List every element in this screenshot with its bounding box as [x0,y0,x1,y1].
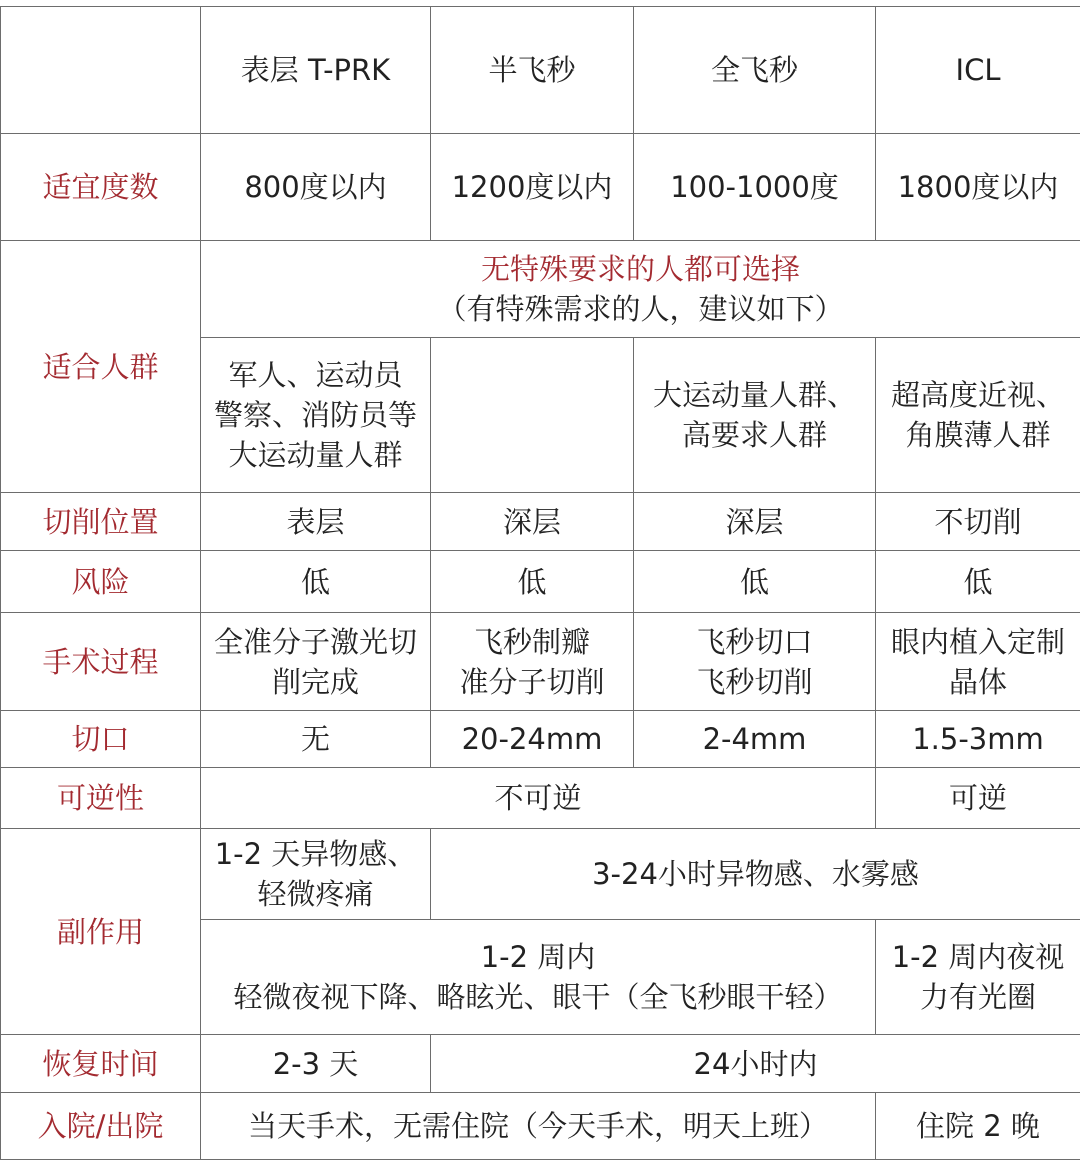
crowd-tprk [201,338,431,493]
process-semi-femto [431,613,634,711]
side-effects-laser-line1: 1-2 周内 [480,940,596,974]
process-full-line1: 飞秒切口 [696,624,813,659]
side-effects-laser-line2: 轻微夜视下降、略眩光、眼干（全飞秒眼干轻） [233,980,843,1014]
row-label-hospital: 入院/出院 [1,1093,201,1160]
table-header-row [1,7,1080,134]
crowd-icl [876,338,1080,493]
degree-semi-femto: 1200度以内 [431,134,634,241]
incision-full-femto: 2-4mm [634,711,876,768]
row-label-side-effects: 副作用 [1,829,201,1035]
comparison-table [0,6,1080,1160]
row-label-position: 切削位置 [1,493,201,551]
row-label-crowd: 适合人群 [1,241,201,493]
degree-icl: 1800度以内 [876,134,1080,241]
process-tprk-line2: 削完成 [271,664,359,699]
side-effects-tprk-line1: 1-2 天异物感、 [214,837,417,871]
recovery-tprk: 2-3 天 [201,1035,431,1093]
position-full-femto: 深层 [634,493,876,551]
crowd-semi-femto [431,338,634,493]
row-crowd-note [1,241,1080,338]
process-full-line2: 飞秒切削 [696,664,813,699]
row-label-reversible: 可逆性 [1,768,201,829]
process-tprk-line1: 全准分子激光切 [213,624,417,659]
process-icl [876,613,1080,711]
crowd-note-line1: 无特殊要求的人都可选择 [480,252,800,286]
side-effects-icl-long [876,920,1080,1035]
process-semi-line1: 飞秒制瓣 [473,624,590,659]
process-tprk [201,613,431,711]
row-side-effects-short [1,829,1080,920]
row-label-process: 手术过程 [1,613,201,711]
crowd-note-line2: （有特殊需求的人，建议如下） [437,292,844,326]
side-effects-others-short: 3-24小时异物感、水雾感 [431,829,1080,920]
col-header-icl: ICL [876,7,1080,134]
row-incision [1,711,1080,768]
row-label-degree: 适宜度数 [1,134,201,241]
row-position [1,493,1080,551]
row-hospital [1,1093,1080,1160]
position-tprk: 表层 [201,493,431,551]
col-header-semi-femto: 半飞秒 [431,7,634,134]
process-icl-line1: 眼内植入定制 [890,624,1065,659]
process-full-femto [634,613,876,711]
row-label-risk: 风险 [1,551,201,613]
degree-full-femto: 100-1000度 [634,134,876,241]
side-effects-icl-line1: 1-2 周内夜视 [891,940,1065,974]
degree-tprk: 800度以内 [201,134,431,241]
crowd-full-femto [634,338,876,493]
crowd-icl-line1: 超高度近视、 [890,378,1065,412]
crowd-full-line2: 高要求人群 [681,418,827,452]
crowd-tprk-line1: 军人、运动员 [228,358,403,392]
risk-icl: 低 [876,551,1080,613]
crowd-note [201,241,1080,338]
side-effects-laser-long [201,920,876,1035]
row-process [1,613,1080,711]
row-risk [1,551,1080,613]
hospital-laser: 当天手术，无需住院（今天手术，明天上班） [201,1093,876,1160]
risk-full-femto: 低 [634,551,876,613]
position-semi-femto: 深层 [431,493,634,551]
corner-cell [1,7,201,134]
process-semi-line2: 准分子切削 [459,664,605,699]
risk-tprk: 低 [201,551,431,613]
row-label-recovery: 恢复时间 [1,1035,201,1093]
row-label-incision: 切口 [1,711,201,768]
risk-semi-femto: 低 [431,551,634,613]
col-header-full-femto: 全飞秒 [634,7,876,134]
incision-tprk: 无 [201,711,431,768]
crowd-full-line1: 大运动量人群、 [652,378,856,412]
recovery-others: 24小时内 [431,1035,1080,1093]
reversible-icl: 可逆 [876,768,1080,829]
process-icl-line2: 晶体 [948,664,1007,699]
incision-semi-femto: 20-24mm [431,711,634,768]
row-degree [1,134,1080,241]
side-effects-tprk-line2: 轻微疼痛 [257,877,374,911]
crowd-tprk-line3: 大运动量人群 [228,438,403,472]
row-recovery [1,1035,1080,1093]
row-reversible [1,768,1080,829]
hospital-icl: 住院 2 晚 [876,1093,1080,1160]
incision-icl: 1.5-3mm [876,711,1080,768]
crowd-icl-line2: 角膜薄人群 [905,418,1051,452]
col-header-tprk: 表层 T-PRK [201,7,431,134]
side-effects-tprk-short [201,829,431,920]
reversible-laser: 不可逆 [201,768,876,829]
crowd-tprk-line2: 警察、消防员等 [213,398,417,432]
side-effects-icl-line2: 力有光圈 [919,980,1036,1014]
position-icl: 不切削 [876,493,1080,551]
